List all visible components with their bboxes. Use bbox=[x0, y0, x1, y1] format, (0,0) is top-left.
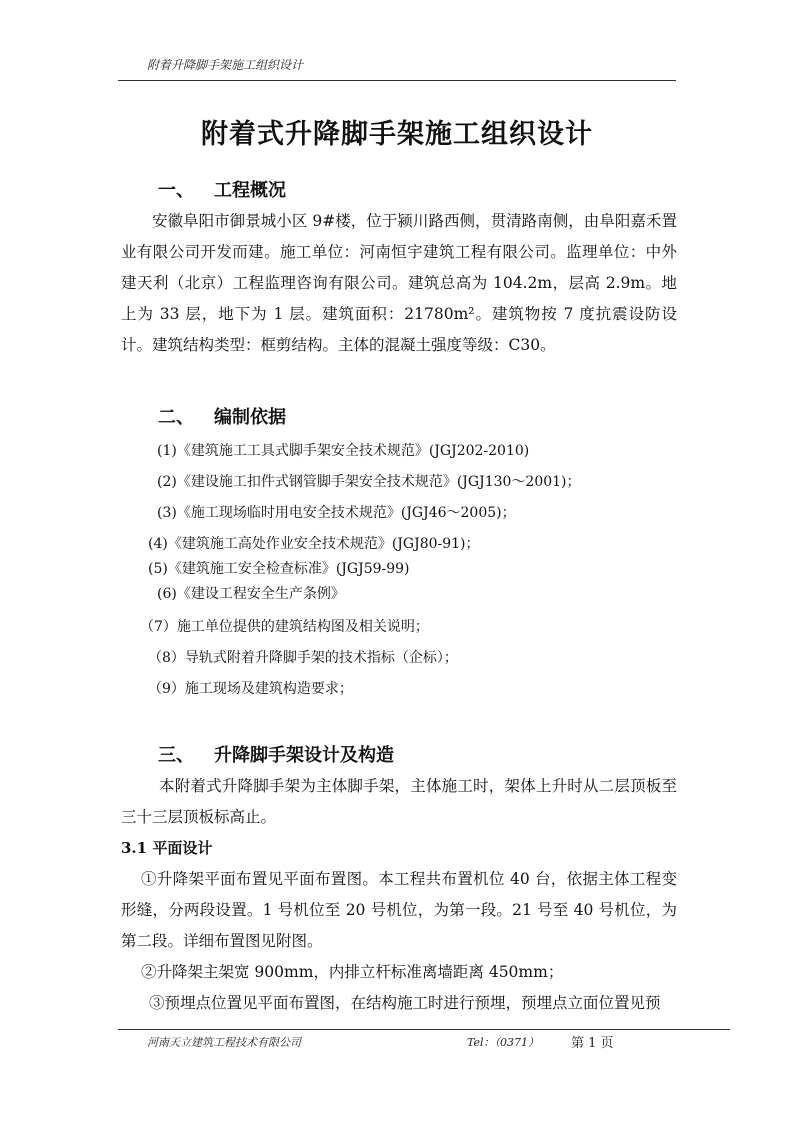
section-3-number: 三、 bbox=[158, 745, 194, 766]
footer-page-number: 第 1 页 bbox=[571, 1036, 614, 1051]
section-3-title: 升降脚手架设计及构造 bbox=[214, 745, 394, 766]
basis-item-1: (1)《建筑施工工具式脚手架安全技术规范》(JGJ202-2010) bbox=[157, 443, 530, 459]
basis-item-5: (5)《建筑施工安全检查标准》(JGJ59-99) bbox=[148, 561, 410, 577]
basis-item-3: (3)《施工现场临时用电安全技术规范》(JGJ46～2005)； bbox=[157, 505, 516, 521]
footer-company: 河南天立建筑工程技术有限公司 bbox=[147, 1036, 301, 1049]
section-1-number: 一、 bbox=[158, 180, 194, 201]
section-2-heading bbox=[158, 403, 286, 429]
section-3-heading bbox=[158, 741, 394, 767]
basis-item-9: （9）施工现场及建筑构造要求； bbox=[148, 681, 353, 697]
section-1-paragraph: 安徽阜阳市御景城小区 9#楼，位于颍川路西侧，贯清路南侧，由阜阳嘉禾置业有限公司开发而建。施工单位：河南恒宇建筑工程有限公司。监理单位：中外建天利（北京）工程监理咨询有限公司。建筑总高为 104.2m，层高 2.9m。地上为 33 层，地下为 1 层。建筑面积：21780m²。建筑物按 7 度抗震设防设计。建筑结构类型：框剪结构。主体的混凝土强度等级：C30。 bbox=[121, 212, 677, 354]
section-3-paragraph: 本附着式升降脚手架为主体脚手架，主体施工时，架体上升时从二层顶板至三十三层顶板标高止。 bbox=[121, 777, 677, 826]
plan-item-1: ①升降架平面布置见平面布置图。本工程共布置机位 40 台，依据主体工程变形缝，分两段设置。1 号机位至 20 号机位，为第一段。21 号至 40 号机位，为第二段。详细布置图见附图。 bbox=[121, 870, 677, 950]
footer-rule bbox=[118, 1029, 730, 1030]
section-1-title: 工程概况 bbox=[214, 180, 286, 201]
plan-item-3: ③预埋点位置见平面布置图，在结构施工时进行预埋，预埋点立面位置见预 bbox=[149, 994, 661, 1012]
basis-item-7: （7）施工单位提供的建筑结构图及相关说明； bbox=[140, 619, 429, 635]
plan-item-2: ②升降架主架宽 900mm，内排立杆标准离墙距离 450mm； bbox=[141, 963, 564, 981]
section-2-title: 编制依据 bbox=[214, 407, 286, 428]
basis-item-2: (2)《建设施工扣件式钢管脚手架安全技术规范》(JGJ130～2001)； bbox=[157, 474, 581, 490]
basis-item-4: (4)《建筑施工高处作业安全技术规范》(JGJ80-91)； bbox=[148, 536, 480, 552]
subsection-3-1-heading: 3.1 平面设计 bbox=[121, 839, 213, 857]
basis-item-6: (6)《建设工程安全生产条例》 bbox=[157, 586, 345, 602]
document-title: 附着式升降脚手架施工组织设计 bbox=[201, 119, 593, 150]
footer-tel: Tel：（0371） bbox=[467, 1036, 540, 1049]
section-2-number: 二、 bbox=[158, 407, 194, 428]
section-1-heading bbox=[158, 176, 286, 202]
header-rule bbox=[118, 80, 676, 81]
basis-item-8: （8）导轨式附着升降脚手架的技术指标（企标）； bbox=[148, 650, 458, 666]
page-header-text: 附着升降脚手架施工组织设计 bbox=[147, 58, 304, 72]
